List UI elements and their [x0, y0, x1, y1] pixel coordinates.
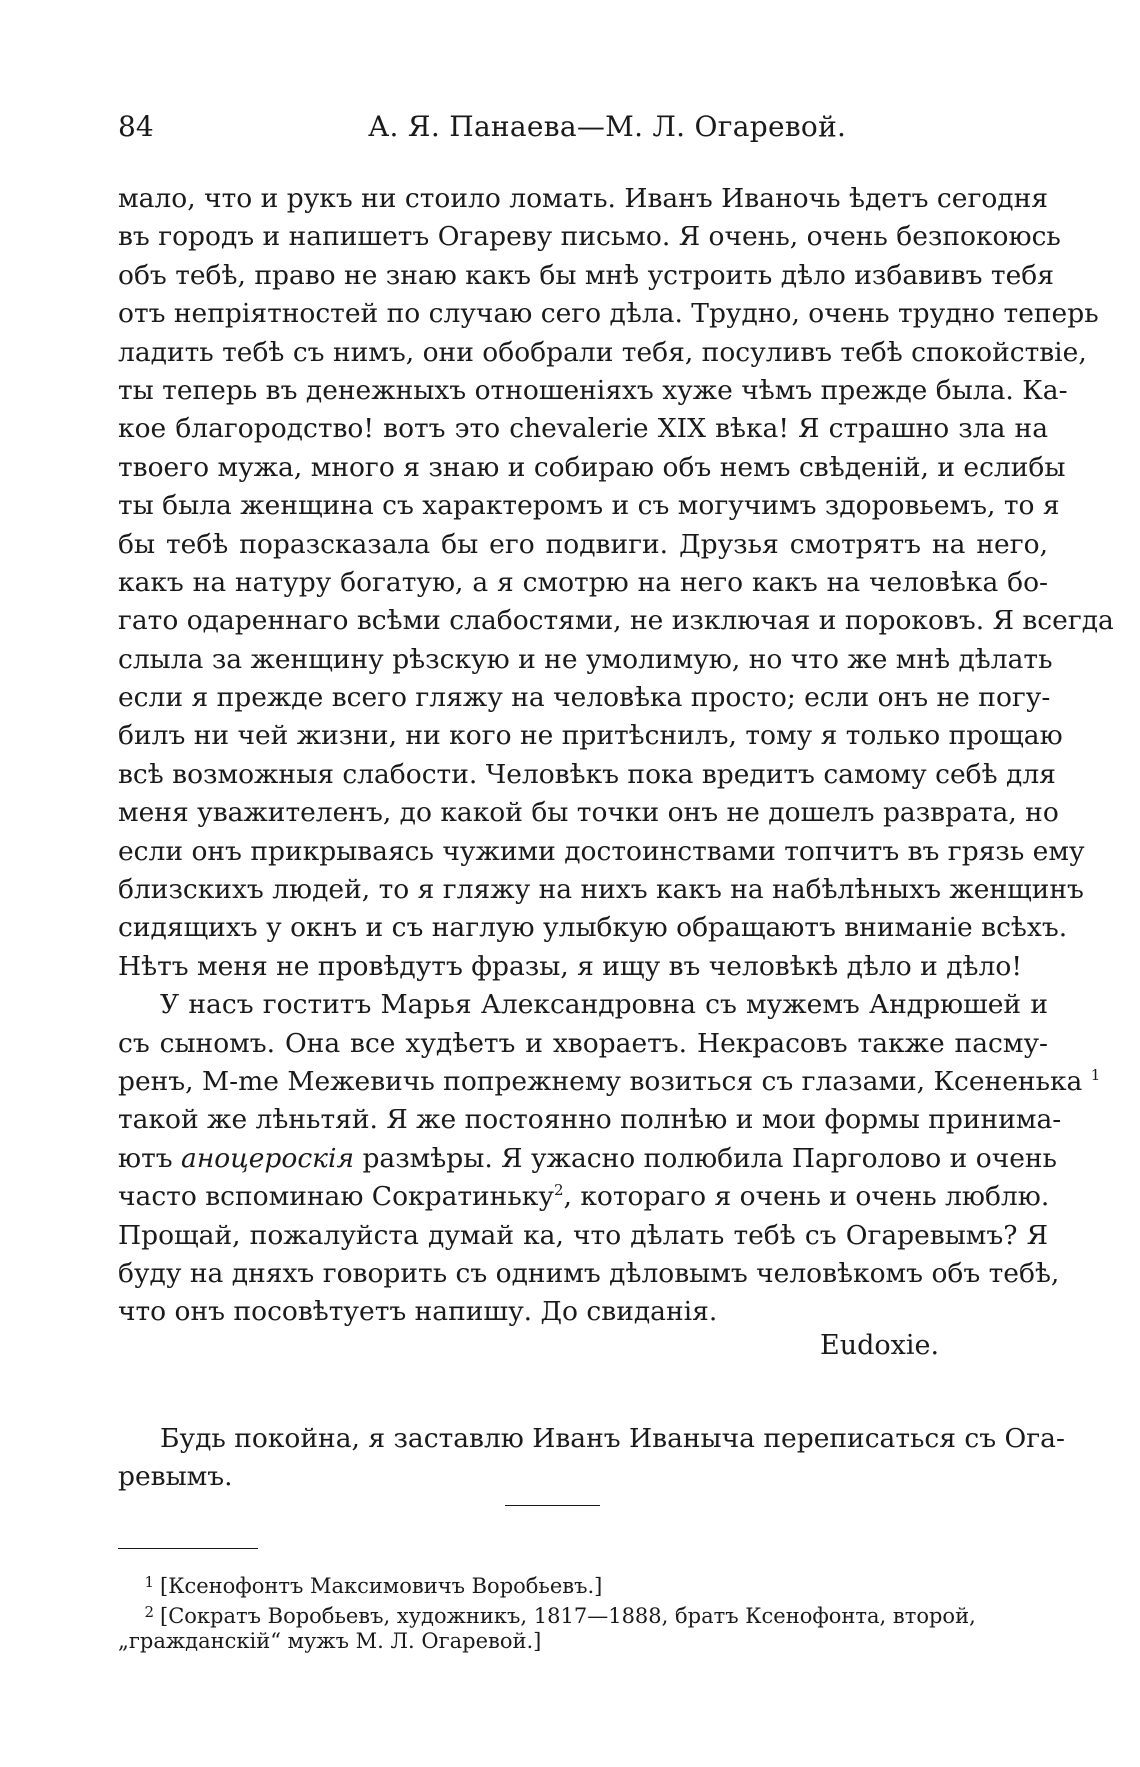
running-title: А. Я. Панаева—М. Л. Огаревой.: [368, 110, 847, 143]
text-line: ты теперь въ денежныхъ отношеніяхъ хуже чѣмъ прежде была. Ка-: [118, 374, 1068, 406]
section-divider: [505, 1505, 600, 1506]
text-line: ты была женщина съ характеромъ и съ могучимъ здоровьемъ, то я: [118, 490, 1060, 522]
signature: Eudoxie.: [820, 1330, 940, 1361]
text-line: билъ ни чей жизни, ни кого не притѣснилъ, тому я только прощаю: [118, 720, 1063, 752]
text-line: Нѣтъ меня не провѣдутъ фразы, я ищу въ человѣкѣ дѣло и дѣло!: [118, 950, 1022, 982]
text-line: всѣ возможныя слабости. Человѣкъ пока вредитъ самому себѣ для: [118, 758, 1056, 790]
footnote-mark: 2: [144, 1603, 154, 1621]
footnote-text: „гражданскій“ мужъ М. Л. Огаревой.]: [118, 1629, 542, 1653]
footnote-2-continued: [118, 1627, 1048, 1656]
text-line: буду на дняхъ говорить съ однимъ дѣловымъ человѣкомъ объ тебѣ,: [118, 1257, 1060, 1289]
text-line: ладить тебѣ съ нимъ, они обобрали тебя, посуливъ тебѣ спокойствіе,: [118, 336, 1087, 368]
text-line: [118, 1178, 1048, 1216]
text-segment: ренъ, M-me Межевичь попрежнему возиться съ глазами, Ксененька: [118, 1065, 1083, 1097]
text-line: какъ на натуру богатую, а я смотрю на него какъ на человѣка бо-: [118, 566, 1048, 598]
postscript: [118, 1420, 1065, 1497]
page-header: [118, 110, 1048, 150]
text-line: меня уважителенъ, до какой бы точки онъ не дошелъ разврата, но: [118, 797, 1059, 829]
text-segment: часто вспоминаю Сократиньку: [118, 1181, 554, 1213]
text-line: бы тебѣ поразсказала бы его подвиги. Друзья смотрятъ на него,: [118, 528, 1048, 560]
text-line: такой же лѣньтяй. Я же постоянно полнѣю и мои формы принима-: [118, 1104, 1062, 1136]
text-line: кое благородство! вотъ это chevalerie XIX вѣка! Я страшно зла на: [118, 413, 1048, 445]
text-line: близскихъ людей, то я гляжу на нихъ какъ на набѣлѣныхъ женщинъ: [118, 874, 1084, 906]
text-segment: размѣры. Я ужасно полюбила Парголово и очень: [362, 1142, 1057, 1174]
text-line: если я прежде всего гляжу на человѣка просто; если онъ не погу-: [118, 682, 1051, 714]
text-line: что онъ посовѣтуетъ напишу. До свиданія.: [118, 1296, 718, 1328]
footnote-1: [118, 1568, 1048, 1601]
letter-body: [118, 180, 1114, 1332]
text-line: въ городъ и напишетъ Огареву письмо. Я очень, очень безпокоюсь: [118, 221, 1061, 253]
text-line: мало, что и рукъ ни стоило ломать. Иванъ Иваночь ѣдетъ сегодня: [118, 183, 1048, 214]
footnote-ref: 1: [1090, 1065, 1101, 1084]
text-line: отъ непріятностей по случаю сего дѣла. Трудно, очень трудно теперь: [118, 298, 1099, 330]
text-segment: ютъ: [118, 1142, 173, 1174]
text-line: сидящихъ у окнъ и съ наглую улыбкую обращаютъ вниманіе всѣхъ.: [118, 912, 1068, 944]
text-segment: , котораго я очень и очень люблю.: [563, 1181, 1050, 1213]
text-line: [118, 1140, 1057, 1178]
footnote-ref: 2: [553, 1181, 564, 1200]
text-line: твоего мужа, много я знаю и собираю объ немъ свѣденій, и еслибы: [118, 451, 1066, 483]
text-line: если онъ прикрываясь чужими достоинствами топчитъ въ грязь ему: [118, 835, 1085, 867]
text-line: У насъ гоститъ Марья Александровна съ мужемъ Андрюшей и: [160, 989, 1048, 1021]
text-line: Прощай, пожалуйста думай ка, что дѣлать тебѣ съ Огаревымъ? Я: [118, 1219, 1048, 1251]
text-line: съ сыномъ. Она все худѣетъ и хвораетъ. Некрасовъ также пасму-: [118, 1027, 1048, 1059]
page-number: 84: [118, 110, 154, 143]
text-line: гато одареннаго всѣми слабостями, не изключая и пороковъ. Я всегда: [118, 605, 1114, 637]
text-line: Будь покойна, я заставлю Иванъ Иваныча переписаться съ Ога-: [160, 1423, 1065, 1454]
footnote-text: [Ксенофонтъ Максимовичъ Воробьевъ.]: [160, 1574, 603, 1598]
footnote-divider: [118, 1548, 258, 1549]
text-line: объ тебѣ, право не знаю какъ бы мнѣ устроить дѣло избавивъ тебя: [118, 259, 1054, 291]
text-line: [118, 1063, 1101, 1101]
footnote-mark: 1: [144, 1573, 154, 1591]
text-line: ревымъ.: [118, 1461, 233, 1493]
italic-word: аноцероскія: [181, 1142, 355, 1174]
text-line: слыла за женщину рѣзскую и не умолимую, но что же мнѣ дѣлать: [118, 643, 1053, 675]
footnote-text: [Сократъ Воробьевъ, художникъ, 1817—1888, братъ Ксенофонта, второй,: [160, 1604, 976, 1628]
